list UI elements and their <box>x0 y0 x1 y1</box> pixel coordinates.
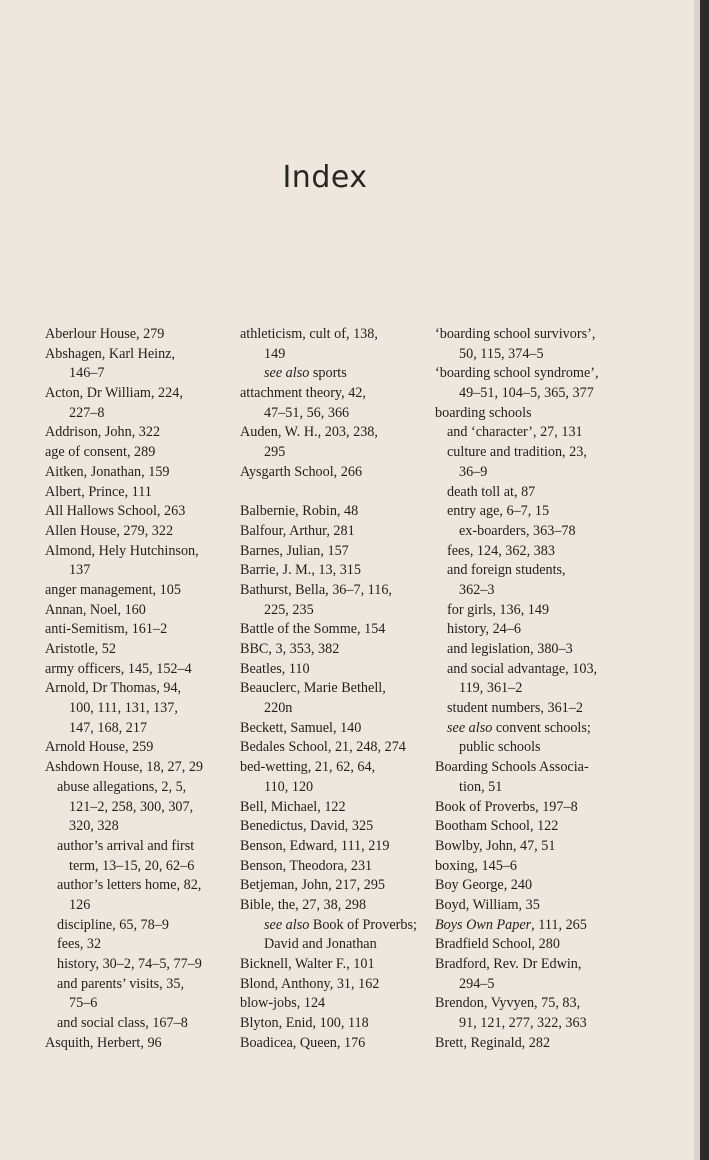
index-entry-text: Battle of the Somme, 154 <box>240 621 386 638</box>
index-entry <box>240 1034 425 1054</box>
index-entry-text: Beatles, 110 <box>240 660 310 677</box>
index-entry-text: Bradford, Rev. Dr Edwin, <box>435 956 582 972</box>
index-entry-text: Brendon, Vyvyen, 75, 83, <box>435 995 581 1012</box>
index-entry <box>45 384 225 404</box>
index-entry <box>435 384 635 404</box>
index-entry-text: for girls, 136, 149 <box>447 601 550 618</box>
index-entry <box>240 522 425 542</box>
index-entry <box>45 817 225 837</box>
index-entry-text: and legislation, 380–3 <box>447 641 573 657</box>
index-entry-text: Beckett, Samuel, 140 <box>240 719 362 736</box>
index-entry-text: 220n <box>264 700 293 717</box>
index-entry <box>240 620 425 640</box>
index-entry <box>240 384 425 404</box>
index-entry-text: 362–3 <box>459 581 495 598</box>
index-entry-text: Boyd, William, 35 <box>435 896 540 913</box>
index-entry-text: 75–6 <box>69 995 98 1012</box>
index-entry-text: 294–5 <box>459 975 495 992</box>
index-entry <box>45 364 225 384</box>
index-entry <box>435 1034 635 1054</box>
index-entry-text: age of consent, 289 <box>45 444 156 461</box>
index-entry-text: 227–8 <box>69 404 105 421</box>
index-entry-text: and ‘character’, 27, 131 <box>447 424 583 441</box>
index-entry <box>45 522 225 542</box>
index-entry-text: anti-Semitism, 161–2 <box>45 621 168 638</box>
index-entry-text: culture and tradition, 23, <box>447 444 587 461</box>
index-entry <box>435 581 635 601</box>
index-entry <box>435 423 635 443</box>
index-entry <box>240 404 425 424</box>
index-entry <box>45 561 225 581</box>
index-entry-text: 47–51, 56, 366 <box>264 404 350 421</box>
index-entry <box>45 679 225 699</box>
index-entry-text: fees, 32 <box>57 936 102 953</box>
index-entry <box>240 601 425 621</box>
index-entry-text: Bible, the, 27, 38, 298 <box>240 896 367 913</box>
index-entry-text: 119, 361–2 <box>459 680 523 697</box>
index-entry-text: Aitken, Jonathan, 159 <box>45 463 170 480</box>
index-entry <box>240 325 425 345</box>
index-entry <box>435 463 635 483</box>
index-entry <box>435 719 635 739</box>
index-entry-text: Bicknell, Walter F., 101 <box>240 956 375 972</box>
index-entry-text: All Hallows School, 263 <box>45 503 186 520</box>
index-entry <box>45 837 225 857</box>
index-entry-text: Boarding Schools Associa- <box>435 759 589 776</box>
index-entry-text: Book of Proverbs, 197–8 <box>435 798 578 815</box>
index-entry <box>240 542 425 562</box>
index-entry <box>240 463 425 483</box>
index-entry <box>45 778 225 798</box>
index-entry <box>435 955 635 975</box>
index-entry-text: bed-wetting, 21, 62, 64, <box>240 759 376 776</box>
index-entry-text: attachment theory, 42, <box>240 385 366 402</box>
index-entry <box>45 857 225 877</box>
index-entry-text: Ashdown House, 18, 27, 29 <box>45 759 204 776</box>
index-entry <box>240 738 425 758</box>
index-entry-text: anger management, 105 <box>45 581 181 598</box>
index-entry <box>435 916 635 936</box>
index-entry-text: army officers, 145, 152–4 <box>45 660 192 677</box>
index-entry <box>435 679 635 699</box>
index-entry <box>240 1014 425 1034</box>
index-entry <box>435 778 635 798</box>
index-entry-text: Balfour, Arthur, 281 <box>240 522 355 539</box>
index-entry <box>45 1034 225 1054</box>
index-entry <box>240 876 425 896</box>
index-entry-text: 121–2, 258, 300, 307, <box>69 798 194 815</box>
index-entry <box>435 443 635 463</box>
index-entry-text: boarding schools <box>435 404 532 421</box>
index-entry <box>45 660 225 680</box>
index-entry-text: Benson, Edward, 111, 219 <box>240 837 390 854</box>
index-entry-text: Barrie, J. M., 13, 315 <box>240 562 361 579</box>
index-entry <box>240 561 425 581</box>
index-entry-text: Almond, Hely Hutchinson, <box>45 542 199 559</box>
index-column-3 <box>435 325 635 1053</box>
index-entry <box>45 975 225 995</box>
index-entry-text: 49–51, 104–5, 365, 377 <box>459 385 594 402</box>
index-entry <box>240 778 425 798</box>
index-entry <box>45 994 225 1014</box>
index-entry-text: ‘boarding school survivors’, <box>435 326 596 342</box>
index-entry <box>435 817 635 837</box>
index-entry-text: Bell, Michael, 122 <box>240 798 346 815</box>
index-entry <box>435 640 635 660</box>
index-entry-text: Bedales School, 21, 248, 274 <box>240 739 406 756</box>
index-entry <box>45 423 225 443</box>
index-entry-text: discipline, 65, 78–9 <box>57 916 169 933</box>
index-entry <box>435 542 635 562</box>
index-entry <box>240 719 425 739</box>
index-entry <box>435 404 635 424</box>
index-entry <box>45 542 225 562</box>
index-entry <box>240 975 425 995</box>
index-entry-text: and parents’ visits, 35, <box>57 975 185 992</box>
index-entry-text: abuse allegations, 2, 5, <box>57 778 187 795</box>
index-entry-text: see also <box>264 365 310 382</box>
index-column-2 <box>240 325 425 1053</box>
index-entry <box>435 522 635 542</box>
index-entry <box>240 837 425 857</box>
index-entry <box>240 916 425 936</box>
index-entry <box>240 699 425 719</box>
index-entry-text: Boadicea, Queen, 176 <box>240 1034 366 1051</box>
index-entry <box>240 581 425 601</box>
index-entry <box>435 483 635 503</box>
index-entry-text: 100, 111, 131, 137, <box>69 700 178 717</box>
index-entry-text: Bradfield School, 280 <box>435 936 560 953</box>
index-entry-text: tion, 51 <box>459 778 503 795</box>
index-entry-text: student numbers, 361–2 <box>447 700 583 717</box>
index-entry-text: and social class, 167–8 <box>57 1015 188 1032</box>
index-entry <box>45 916 225 936</box>
index-entry-text: 110, 120 <box>264 778 314 795</box>
index-entry <box>435 876 635 896</box>
index-entry <box>435 857 635 877</box>
index-entry <box>45 443 225 463</box>
index-entry <box>240 935 425 955</box>
index-entry <box>435 601 635 621</box>
index-entry-text: death toll at, 87 <box>447 483 536 500</box>
index-entry-text: 146–7 <box>69 365 105 382</box>
index-entry <box>45 935 225 955</box>
index-entry-text: Balbernie, Robin, 48 <box>240 503 359 520</box>
index-entry-text: Albert, Prince, 111 <box>45 483 152 500</box>
index-entry-text: David and Jonathan <box>264 936 377 953</box>
index-entry <box>435 364 635 384</box>
index-entry <box>240 502 425 522</box>
index-entry <box>45 345 225 365</box>
index-entry <box>240 955 425 975</box>
index-entry <box>435 738 635 758</box>
index-entry-text: Beauclerc, Marie Bethell, <box>240 680 386 697</box>
index-entry-text: entry age, 6–7, 15 <box>447 503 550 520</box>
index-entry-text: Arnold House, 259 <box>45 739 154 756</box>
index-entry <box>45 719 225 739</box>
index-entry-text: Annan, Noel, 160 <box>45 601 146 618</box>
index-entry-text: Abshagen, Karl Heinz, <box>45 345 176 362</box>
index-entry-text: see also <box>447 719 493 736</box>
index-entry-text: 320, 328 <box>69 818 119 835</box>
index-entry <box>240 817 425 837</box>
index-entry <box>45 758 225 778</box>
index-entry-text: author’s arrival and first <box>57 837 195 854</box>
index-entry-text: history, 24–6 <box>447 621 521 638</box>
index-entry-text: Aristotle, 52 <box>45 641 116 657</box>
index-entry <box>435 699 635 719</box>
index-entry-text: Bowlby, John, 47, 51 <box>435 837 556 854</box>
index-entry-text: 147, 168, 217 <box>69 719 148 736</box>
index-entry-text: Benson, Theodora, 231 <box>240 857 373 874</box>
index-column-1 <box>45 325 225 1053</box>
index-entry <box>45 620 225 640</box>
index-entry <box>45 640 225 660</box>
index-entry <box>435 975 635 995</box>
index-entry <box>240 640 425 660</box>
page-title: Index <box>282 160 368 195</box>
index-entry <box>45 876 225 896</box>
index-entry-text: Betjeman, John, 217, 295 <box>240 877 386 894</box>
index-entry-text: Boys Own Paper <box>435 916 532 933</box>
index-entry-text: Aysgarth School, 266 <box>240 463 363 480</box>
index-entry-text: Aberlour House, 279 <box>45 326 165 342</box>
index-entry-text: BBC, 3, 353, 382 <box>240 641 340 657</box>
index-entry-text: Arnold, Dr Thomas, 94, <box>45 680 182 697</box>
index-entry-text: Brett, Reginald, 282 <box>435 1034 551 1051</box>
index-entry <box>240 660 425 680</box>
index-entry <box>45 502 225 522</box>
index-entry <box>435 561 635 581</box>
index-entry <box>435 798 635 818</box>
index-entry <box>45 699 225 719</box>
index-entry <box>45 601 225 621</box>
index-entry-text: Benedictus, David, 325 <box>240 818 374 835</box>
index-entry <box>240 798 425 818</box>
index-entry-text: 137 <box>69 562 91 579</box>
index-entry-text: author’s letters home, 82, <box>57 877 202 894</box>
index-entry <box>45 325 225 345</box>
index-entry <box>240 423 425 443</box>
index-entry-text: blow-jobs, 124 <box>240 995 326 1012</box>
index-entry-text: Blyton, Enid, 100, 118 <box>240 1015 369 1032</box>
index-entry-text: 36–9 <box>459 463 488 480</box>
index-entry-text: history, 30–2, 74–5, 77–9 <box>57 956 202 972</box>
index-entry <box>435 502 635 522</box>
index-entry <box>45 896 225 916</box>
index-entry-text: 149 <box>264 345 286 362</box>
index-entry-text: 126 <box>69 896 91 913</box>
index-entry <box>435 758 635 778</box>
index-entry <box>45 404 225 424</box>
index-entry-text: 295 <box>264 444 286 461</box>
index-entry <box>240 483 425 503</box>
index-entry-text: ‘boarding school syndrome’, <box>435 365 599 382</box>
index-entry-text: 225, 235 <box>264 601 314 618</box>
index-entry-text: Bootham School, 122 <box>435 818 559 835</box>
index-entry <box>240 994 425 1014</box>
index-entry <box>45 463 225 483</box>
index-entry <box>45 798 225 818</box>
index-entry-text-rest: sports <box>309 365 347 382</box>
index-entry <box>240 896 425 916</box>
index-entry-text: and social advantage, 103, <box>447 660 598 677</box>
index-entry <box>240 364 425 384</box>
index-entry-text-rest: convent schools; <box>492 719 591 736</box>
index-entry-text: Asquith, Herbert, 96 <box>45 1034 162 1051</box>
index-entry-text: Bathurst, Bella, 36–7, 116, <box>240 581 392 598</box>
index-entry <box>435 896 635 916</box>
index-entry-text: Auden, W. H., 203, 238, <box>240 424 378 441</box>
index-entry <box>240 345 425 365</box>
index-entry-text-rest: Book of Proverbs; <box>309 916 417 933</box>
index-entry-text: Barnes, Julian, 157 <box>240 542 349 559</box>
index-entry <box>435 345 635 365</box>
index-entry <box>435 994 635 1014</box>
index-entry-text: fees, 124, 362, 383 <box>447 542 555 559</box>
index-entry <box>435 660 635 680</box>
index-entry <box>435 620 635 640</box>
index-entry <box>240 857 425 877</box>
index-entry <box>240 679 425 699</box>
index-entry-text: Blond, Anthony, 31, 162 <box>240 975 380 992</box>
index-entry <box>435 837 635 857</box>
index-entry-text: athleticism, cult of, 138, <box>240 326 378 342</box>
index-entry <box>240 443 425 463</box>
index-entry <box>45 738 225 758</box>
index-entry <box>435 1014 635 1034</box>
index-entry <box>45 955 225 975</box>
index-entry-text: Allen House, 279, 322 <box>45 522 174 539</box>
index-entry-text: Boy George, 240 <box>435 877 533 894</box>
index-entry-text: public schools <box>459 739 541 756</box>
index-entry <box>45 1014 225 1034</box>
index-entry <box>45 581 225 601</box>
index-entry-text-rest: , 111, 265 <box>531 916 587 933</box>
index-entry-text: 91, 121, 277, 322, 363 <box>459 1015 587 1032</box>
index-entry-text: term, 13–15, 20, 62–6 <box>69 857 195 874</box>
index-entry <box>45 483 225 503</box>
index-entry-text: Addrison, John, 322 <box>45 424 161 441</box>
index-entry <box>240 758 425 778</box>
index-entry <box>435 325 635 345</box>
index-entry-text: Acton, Dr William, 224, <box>45 385 183 402</box>
index-entry-text: 50, 115, 374–5 <box>459 345 544 362</box>
index-entry-text: ex-boarders, 363–78 <box>459 522 576 539</box>
index-entry <box>435 935 635 955</box>
index-entry-text: and foreign students, <box>447 562 566 579</box>
index-entry-text: boxing, 145–6 <box>435 857 517 874</box>
index-entry-text: see also <box>264 916 310 933</box>
